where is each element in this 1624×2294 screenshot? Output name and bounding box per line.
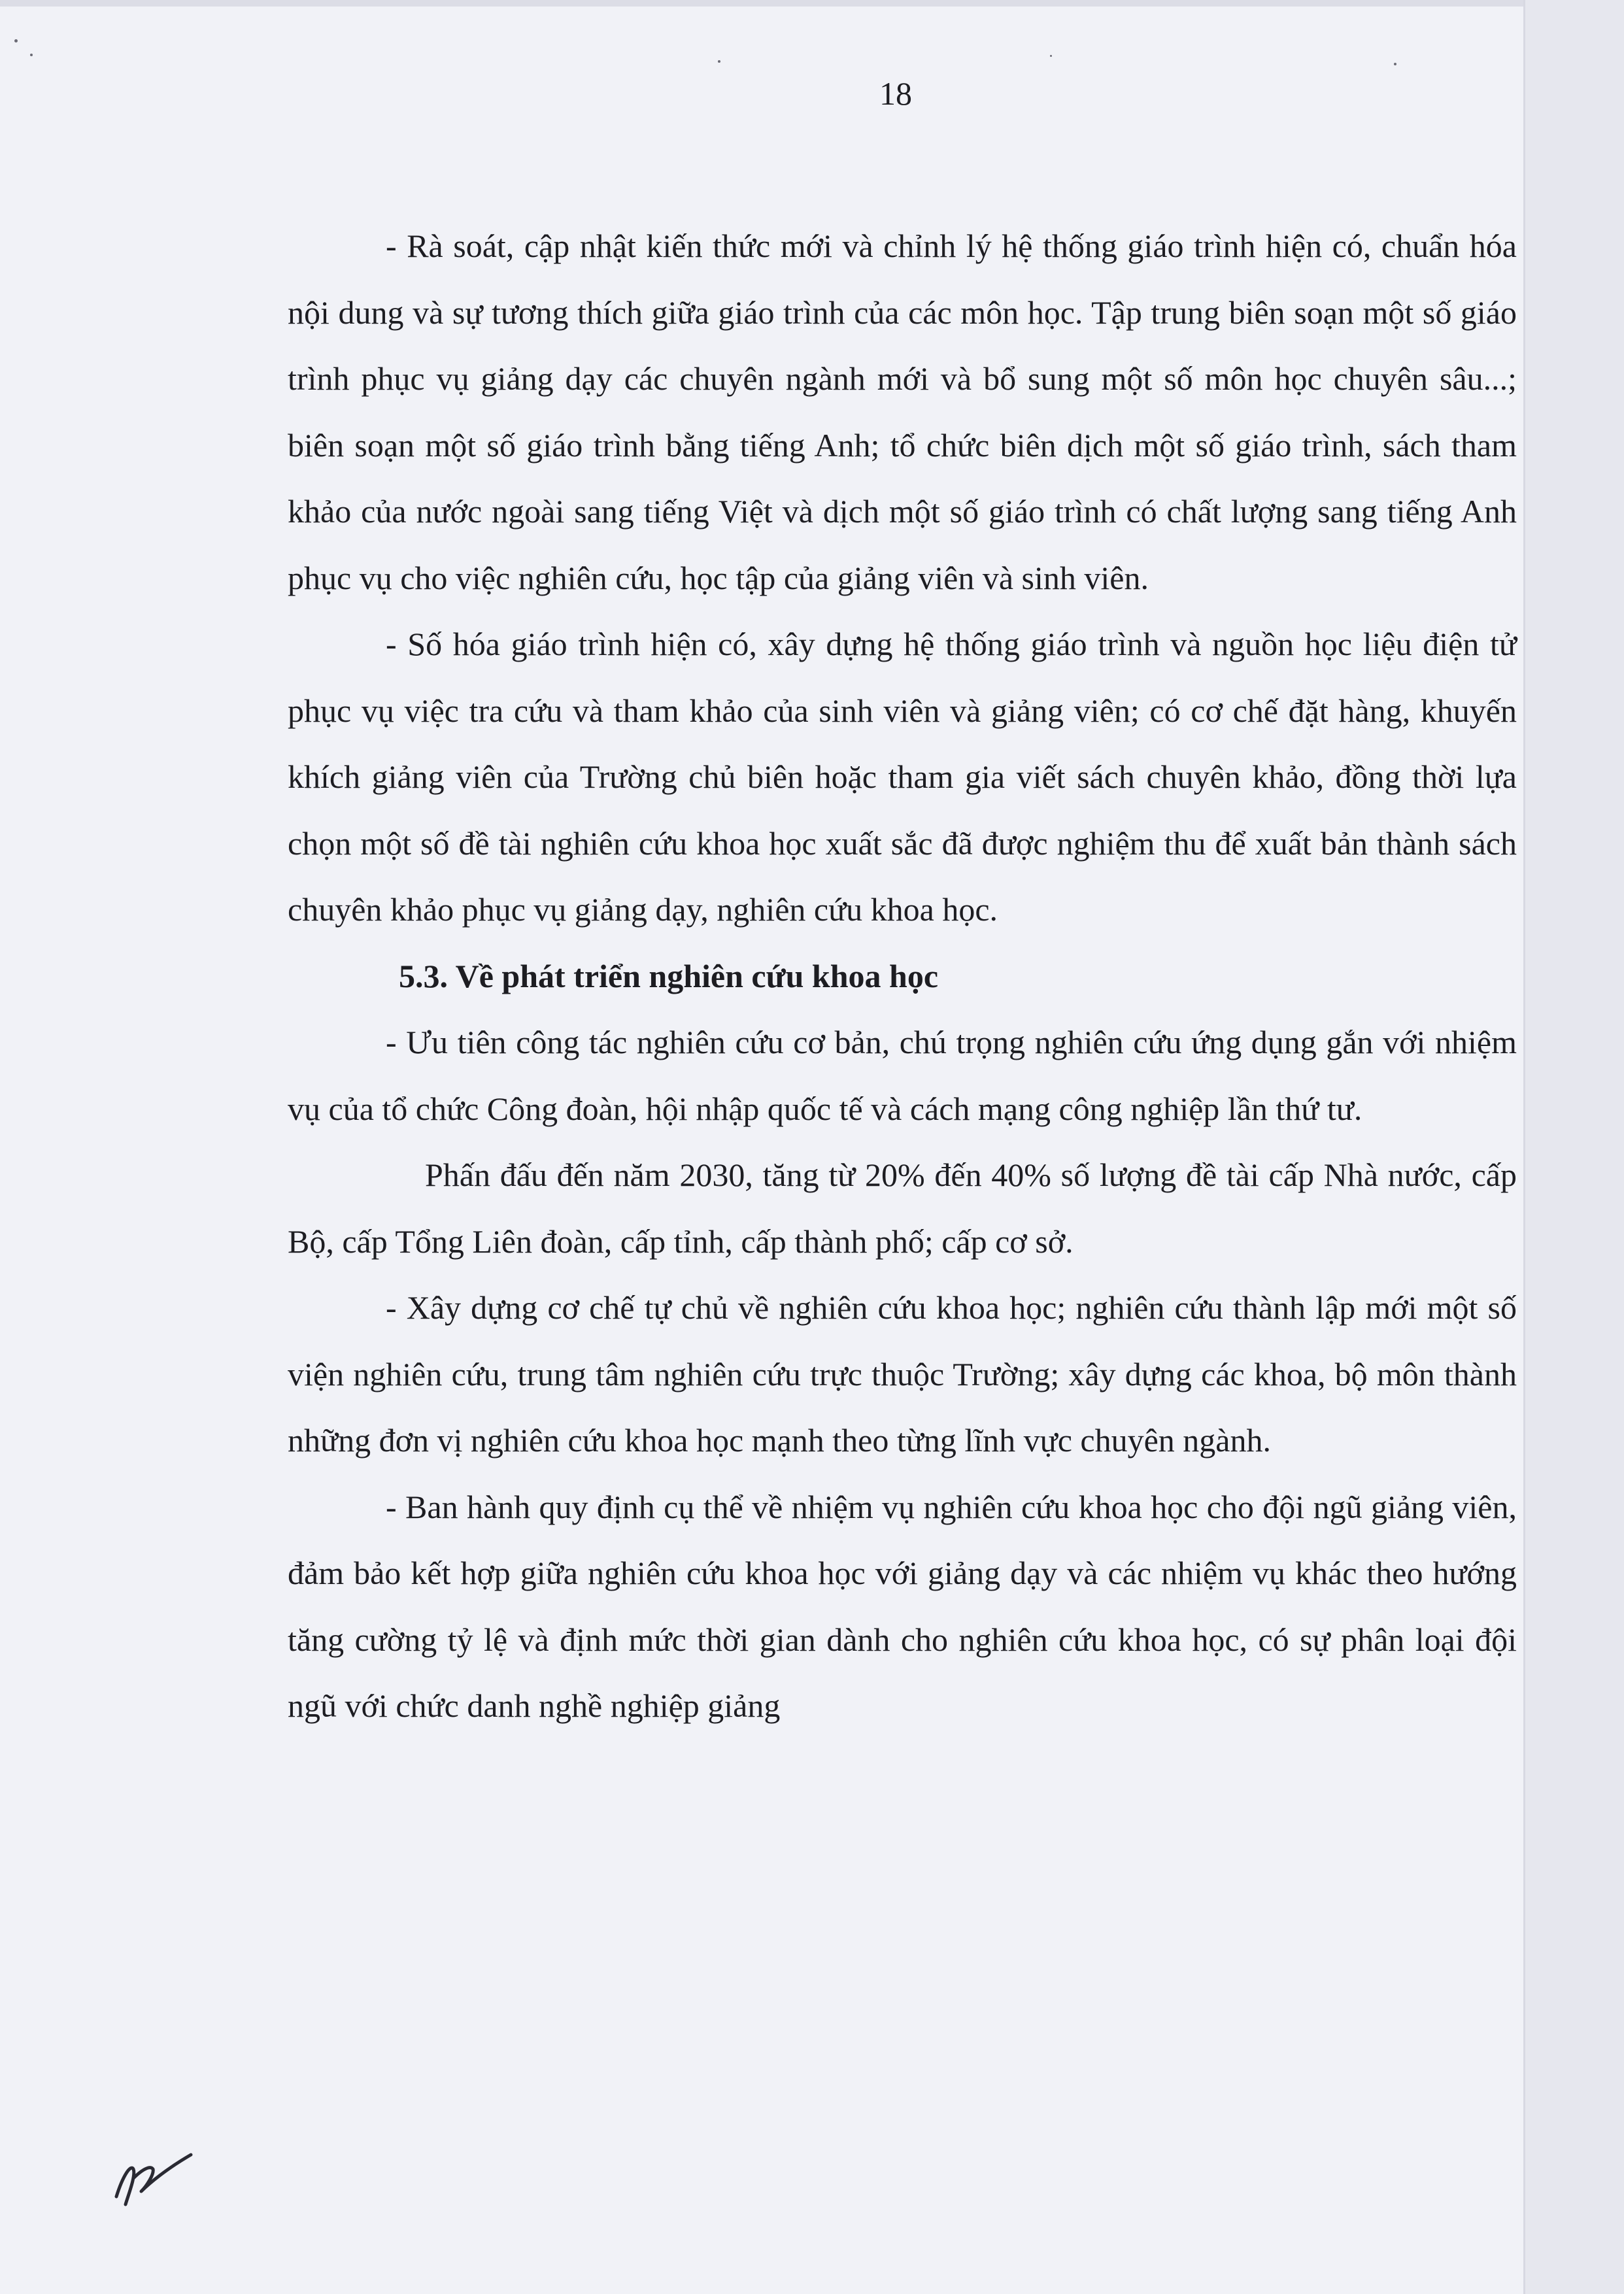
scan-speck	[718, 60, 720, 63]
handwritten-initials	[111, 2150, 196, 2208]
scan-speck	[1394, 63, 1396, 65]
paragraph-target-2030: Phấn đấu đến năm 2030, tăng từ 20% đến 40% số lượng đề tài cấp Nhà nước, cấp Bộ, cấp Tổng Liên đoàn, cấp tỉnh, cấp thành phố; cấp cơ sở.	[288, 1156, 1517, 1260]
paragraph-digitization: - Số hóa giáo trình hiện có, xây dựng hệ thống giáo trình và nguồn học liệu điện tử phục vụ việc tra cứu và tham khảo của sinh viên và giảng viên; có cơ chế đặt hàng, khuyến khích giảng viên của Trường chủ biên hoặc tham gia viết sách chuyên khảo, đồng thời lựa chọn một số đề tài nghiên cứu khoa học xuất sắc đã được nghiệm thu để xuất bản thành sách chuyên khảo phục vụ giảng dạy, nghiên cứu khoa học.	[288, 626, 1517, 928]
page-number: 18	[879, 75, 912, 112]
paragraph-curriculum-review: - Rà soát, cập nhật kiến thức mới và chỉnh lý hệ thống giáo trình hiện có, chuẩn hóa nội dung và sự tương thích giữa giáo trình của các môn học. Tập trung biên soạn một số giáo trình phục vụ giảng dạy các chuyên ngành mới và bổ sung một số môn học chuyên sâu...; biên soạn một số giáo trình bằng tiếng Anh; tổ chức biên dịch một số giáo trình, sách tham khảo của nước ngoài sang tiếng Việt và dịch một số giáo trình có chất lượng sang tiếng Anh phục vụ cho việc nghiên cứu, học tập của giảng viên và sinh viên.	[288, 228, 1517, 596]
scan-right-margin	[1523, 0, 1624, 2294]
body-text	[288, 213, 1517, 1740]
paragraph-basic-research: - Ưu tiên công tác nghiên cứu cơ bản, chú trọng nghiên cứu ứng dụng gắn với nhiệm vụ của tổ chức Công đoàn, hội nhập quốc tế và cách mạng công nghiệp lần thứ tư.	[288, 1024, 1517, 1127]
scan-speck	[14, 39, 18, 42]
scan-speck	[1050, 55, 1052, 57]
paragraph-research-autonomy: - Xây dựng cơ chế tự chủ về nghiên cứu khoa học; nghiên cứu thành lập mới một số viện nghiên cứu, trung tâm nghiên cứu trực thuộc Trường; xây dựng các khoa, bộ môn thành những đơn vị nghiên cứu khoa học mạnh theo từng lĩnh vực chuyên ngành.	[288, 1289, 1517, 1459]
scan-speck	[30, 54, 33, 56]
section-heading: 5.3. Về phát triển nghiên cứu khoa học	[399, 957, 939, 994]
paragraph-research-duties: - Ban hành quy định cụ thể về nhiệm vụ nghiên cứu khoa học cho đội ngũ giảng viên, đảm bảo kết hợp giữa nghiên cứu khoa học với giảng dạy và các nhiệm vụ khác theo hướng tăng cường tỷ lệ và định mức thời gian dành cho nghiên cứu khoa học, có sự phân loại đội ngũ với chức danh nghề nghiệp giảng	[288, 1488, 1517, 1724]
scan-top-edge	[0, 0, 1624, 7]
